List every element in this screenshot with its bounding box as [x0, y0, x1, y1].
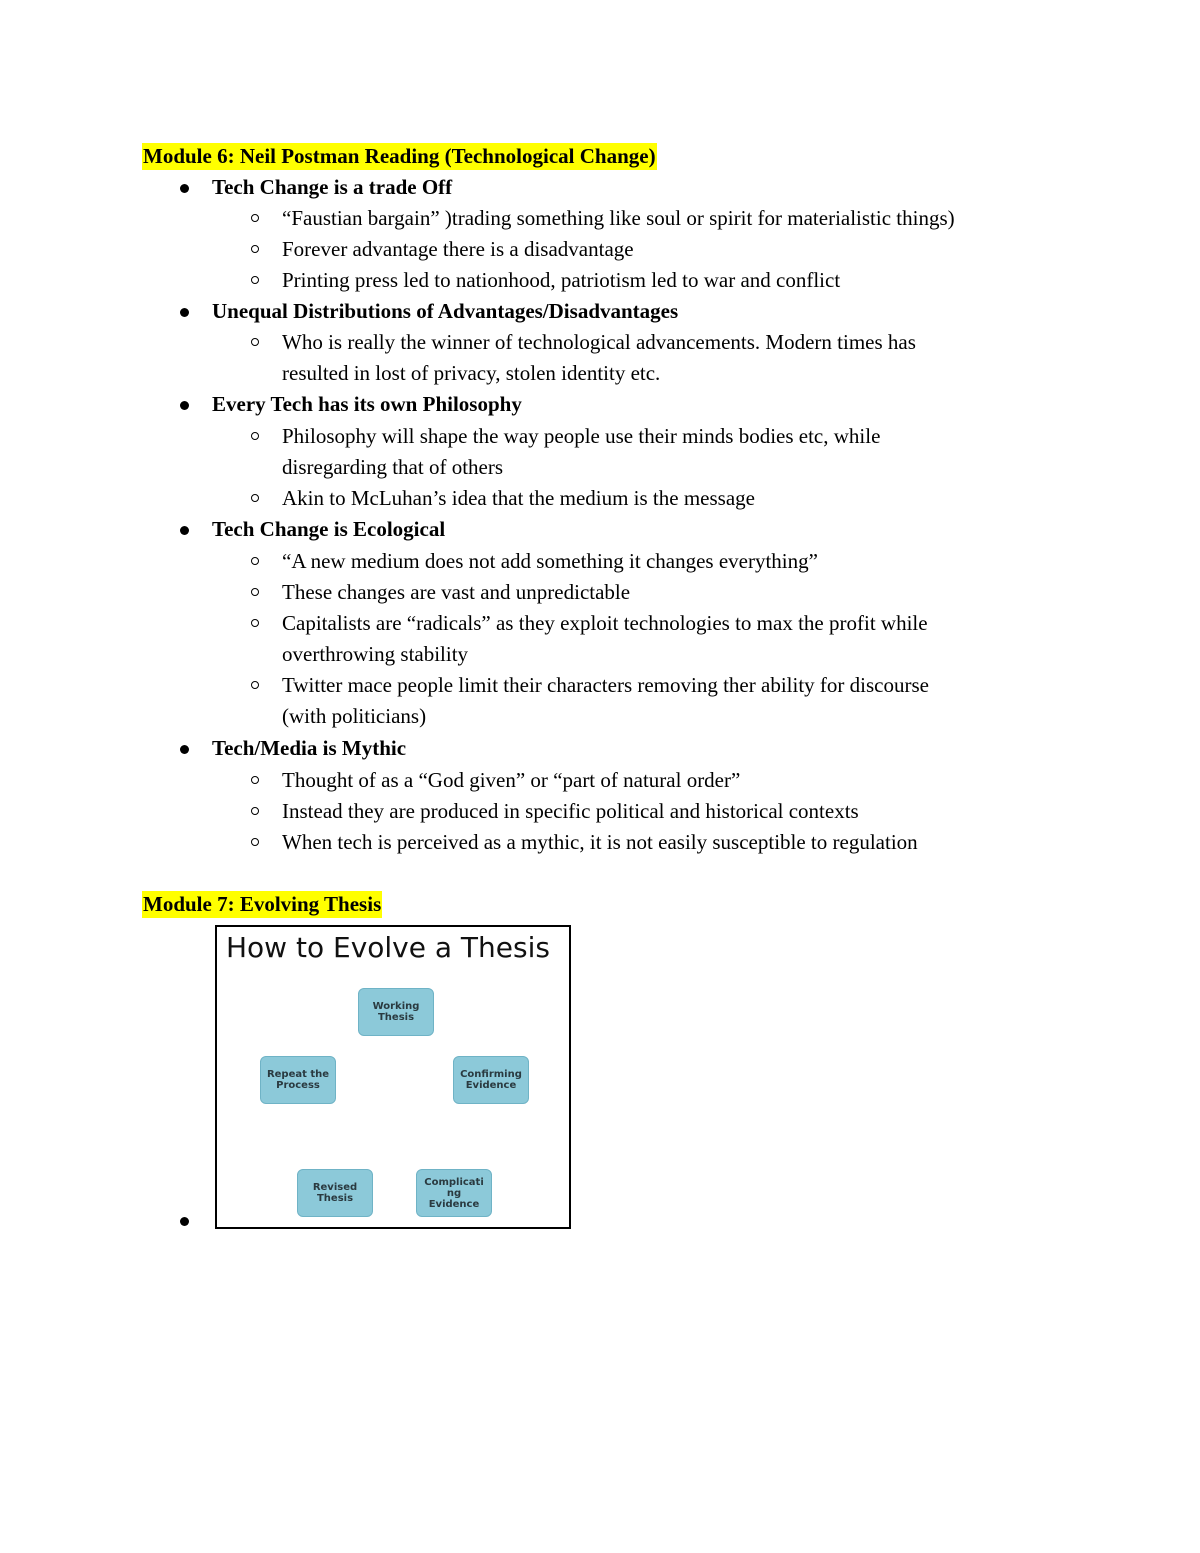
sub-bullet-icon — [251, 776, 259, 784]
bullet-icon — [180, 1217, 189, 1226]
module-7-heading: Module 7: Evolving Thesis — [143, 892, 382, 916]
sub-bullet-icon — [251, 214, 259, 222]
bullet-icon — [180, 745, 189, 754]
sub-bullet-icon — [251, 838, 259, 846]
list-item: Philosophy will shape the way people use their minds bodies etc, while — [282, 424, 881, 448]
list-item: When tech is perceived as a mythic, it is not easily susceptible to regulation — [282, 830, 918, 854]
module-6-heading: Module 6: Neil Postman Reading (Technological Change) — [143, 144, 656, 168]
list-item-continuation: overthrowing stability — [282, 642, 469, 666]
node-complicating-evidence: Complicati ng Evidence — [416, 1169, 492, 1217]
list-item: Akin to McLuhan’s idea that the medium is the message — [282, 486, 755, 510]
list-item: “Faustian bargain” )trading something like soul or spirit for materialistic things) — [282, 206, 955, 230]
node-repeat-process: Repeat the Process — [260, 1056, 336, 1104]
bullet-icon — [180, 184, 189, 193]
list-item-continuation: resulted in lost of privacy, stolen identity etc. — [282, 361, 661, 385]
sub-bullet-icon — [251, 245, 259, 253]
list-item: Thought of as a “God given” or “part of natural order” — [282, 768, 741, 792]
diagram-title: How to Evolve a Thesis — [226, 931, 550, 964]
sub-bullet-icon — [251, 619, 259, 627]
sub-bullet-icon — [251, 681, 259, 689]
list-item: “A new medium does not add something it changes everything” — [282, 549, 818, 573]
sub-bullet-icon — [251, 588, 259, 596]
section-title-unequal-distributions: Unequal Distributions of Advantages/Disadvantages — [212, 299, 679, 323]
sub-bullet-icon — [251, 807, 259, 815]
sub-bullet-icon — [251, 557, 259, 565]
list-item: Capitalists are “radicals” as they exploit technologies to max the profit while — [282, 611, 928, 635]
node-working-thesis: Working Thesis — [358, 988, 434, 1036]
section-title-trade-off: Tech Change is a trade Off — [212, 175, 453, 199]
node-revised-thesis: Revised Thesis — [297, 1169, 373, 1217]
list-item: Who is really the winner of technological advancements. Modern times has — [282, 330, 916, 354]
bullet-icon — [180, 308, 189, 317]
sub-bullet-icon — [251, 432, 259, 440]
list-item: Twitter mace people limit their characters removing ther ability for discourse — [282, 673, 929, 697]
list-item-continuation: disregarding that of others — [282, 455, 504, 479]
section-title-philosophy: Every Tech has its own Philosophy — [212, 392, 522, 416]
list-item-continuation: (with politicians) — [282, 704, 427, 728]
node-confirming-evidence: Confirming Evidence — [453, 1056, 529, 1104]
sub-bullet-icon — [251, 338, 259, 346]
list-item: Instead they are produced in specific political and historical contexts — [282, 799, 859, 823]
sub-bullet-icon — [251, 276, 259, 284]
bullet-icon — [180, 401, 189, 410]
section-title-mythic: Tech/Media is Mythic — [212, 736, 407, 760]
list-item: Forever advantage there is a disadvantage — [282, 237, 634, 261]
evolve-thesis-diagram — [215, 925, 571, 1229]
list-item: Printing press led to nationhood, patriotism led to war and conflict — [282, 268, 841, 292]
list-item: These changes are vast and unpredictable — [282, 580, 631, 604]
bullet-icon — [180, 526, 189, 535]
sub-bullet-icon — [251, 494, 259, 502]
section-title-ecological: Tech Change is Ecological — [212, 517, 446, 541]
